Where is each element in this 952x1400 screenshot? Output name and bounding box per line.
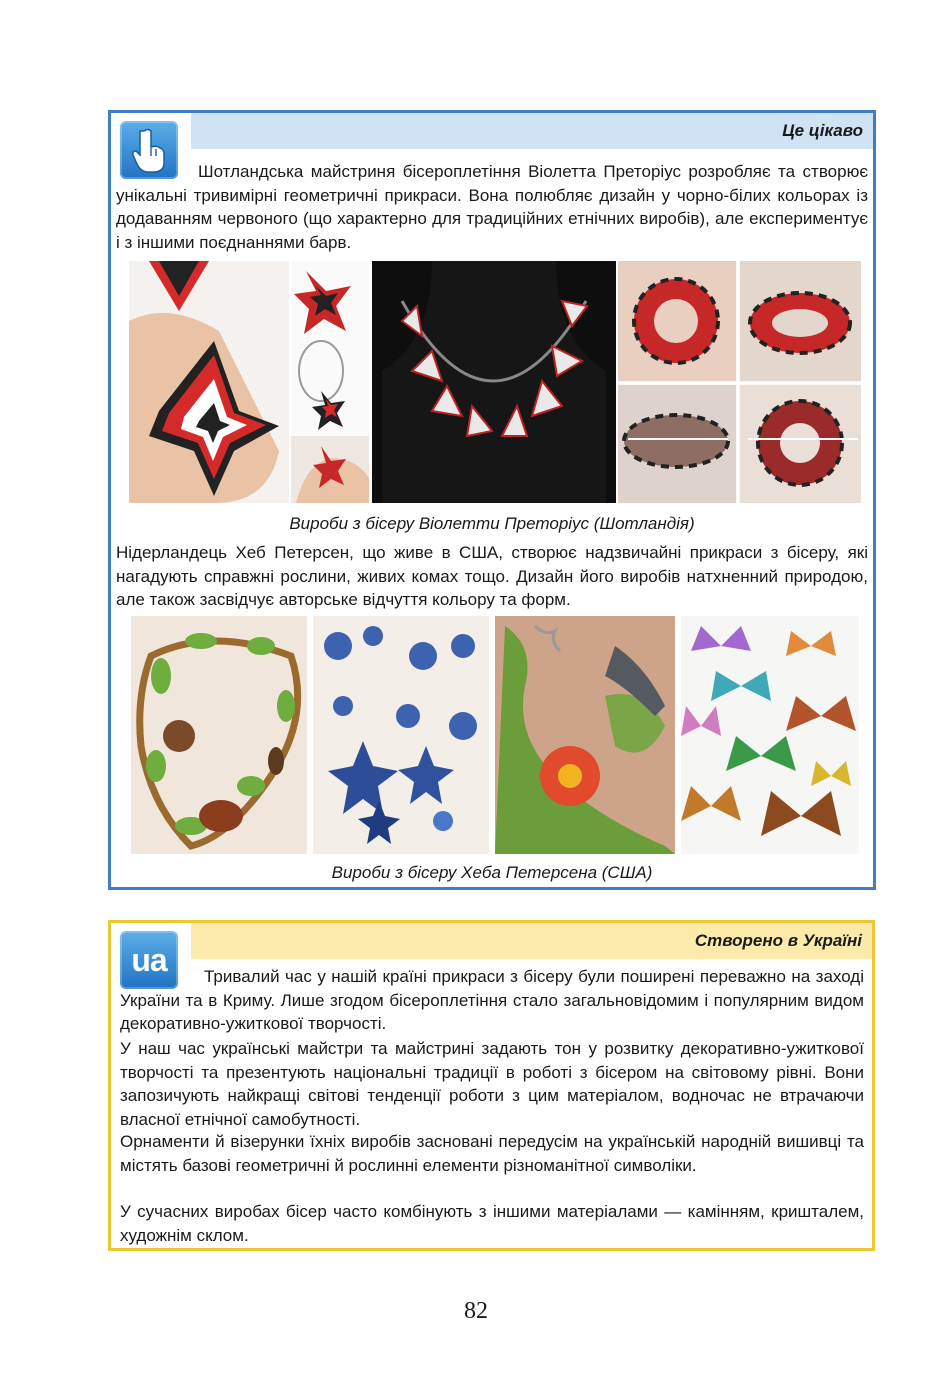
photo-small-star-pendants [291, 261, 369, 503]
photo-butterfly-brooches [681, 616, 859, 854]
interesting-box [108, 110, 876, 890]
ukraine-paragraph-3: Орнаменти й візерунки їхніх виробів засновані передусім на українській народній вишивці та містять базові геометричні й рослинні елементи різноманітної символіки. [120, 1132, 864, 1175]
ukraine-heading-band [191, 923, 872, 959]
interesting-heading: Це цікаво [782, 121, 863, 140]
photo-hand-star-pendant [129, 261, 289, 503]
ua-badge-text: ua [131, 941, 167, 978]
interesting-paragraph-1: Шотландська майстриня бісероплетіння Віолетта Преторіус розробляє та створює унікальні тривимірні геометричні прикраси. Вона полюбляє дизайн у чорно-білих кольорах із додаванням червоного (що характерно для традиційних етнічних виробів), але експериментує і з іншими поєднаннями барв. [116, 162, 868, 252]
ukraine-paragraph-2: У наш час українські майстри та майстрині задають тон у розвитку декоративно-ужиткової творчості та презентують національні традиції в роботі з бісером на світовому рівні. Вони запозичують найкращі світові тенденції роботи з цим матеріалом, водночас не втрачаючи власної етнічної самобутності. [120, 1039, 864, 1129]
photo-black-white-red-necklace [372, 261, 616, 503]
interesting-paragraph-2: Нідерландець Хеб Петерсен, що живе в США, створює надзвичайні прикраси з бісеру, які нагадують справжні рослини, живих комах тощо. Дизайн його виробів натхненний природою, але також засвідчує авторське відчуття кольору та форм. [116, 543, 868, 609]
caption-violetta-works: Вироби з бісеру Віолетти Преторіус (Шотландія) [289, 514, 695, 533]
interesting-heading-band [191, 113, 873, 149]
photo-blue-starfish-necklace [313, 616, 489, 854]
ukraine-paragraph-4: У сучасних виробах бісер часто комбінують з іншими матеріалами — камінням, кришталем, художнім склом. [120, 1202, 864, 1245]
photo-star-bracelets [618, 261, 861, 503]
page-number: 82 [464, 1298, 488, 1324]
caption-heb-works: Вироби з бісеру Хеба Петерсена (США) [331, 863, 653, 882]
ukraine-heading: Створено в Україні [694, 931, 862, 950]
made-in-ukraine-box [108, 920, 875, 1251]
photo-branch-necklace [131, 616, 307, 854]
photo-green-leaf-flower-necklace [495, 616, 675, 854]
ukraine-paragraph-1: Тривалий час у нашій країні прикраси з бісеру були поширені переважно на заході України та в Криму. Лише згодом бісероплетіння стало загальновідомим і популярним видом декоративно-ужиткової творчості. [120, 967, 864, 1033]
